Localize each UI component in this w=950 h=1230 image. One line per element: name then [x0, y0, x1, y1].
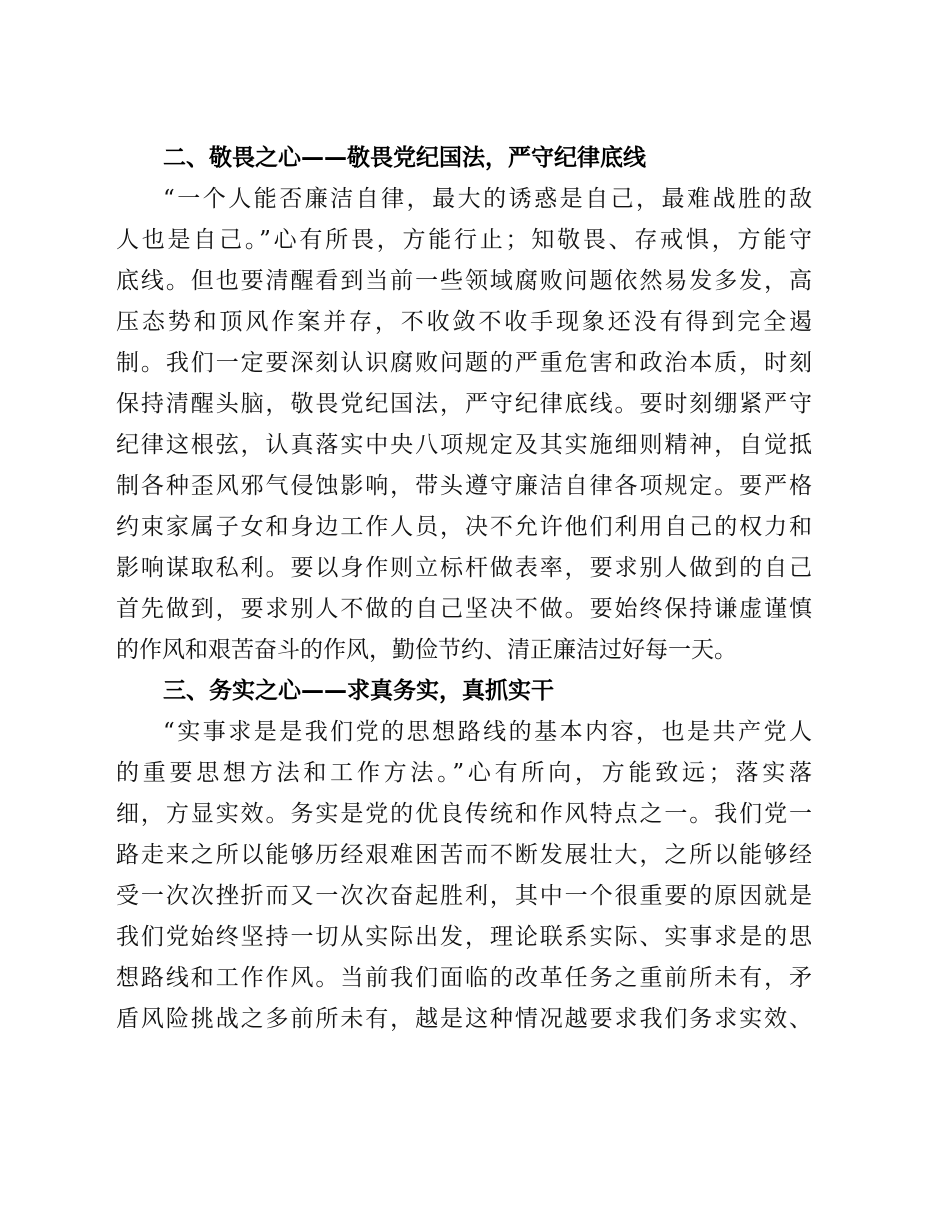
text-line: 路走来之所以能够历经艰难困苦而不断发展壮大，之所以能够经 — [116, 842, 812, 868]
text-line: “一个人能否廉洁自律，最大的诱惑是自己，最难战胜的敌 — [163, 186, 812, 212]
text-line: 想路线和工作作风。当前我们面临的改革任务之重前所未有，矛 — [116, 965, 812, 991]
text-line: 人也是自己。”心有所畏，方能行止；知敬畏、存戒惧，方能守 — [116, 227, 812, 253]
text-line: 保持清醒头脑，敬畏党纪国法，严守纪律底线。要时刻绷紧严守 — [116, 391, 812, 417]
text-line: 底线。但也要清醒看到当前一些领域腐败问题依然易发多发，高 — [116, 268, 812, 294]
text-line: “实事求是是我们党的思想路线的基本内容，也是共产党人 — [163, 719, 812, 745]
text-line: 制各种歪风邪气侵蚀影响，带头遵守廉洁自律各项规定。要严格 — [116, 473, 812, 499]
text-line: 约束家属子女和身边工作人员，决不允许他们利用自己的权力和 — [116, 514, 812, 540]
text-line: 首先做到，要求别人不做的自己坚决不做。要始终保持谦虚谨慎 — [116, 596, 812, 622]
text-line: 的重要思想方法和工作方法。”心有所向，方能致远；落实落 — [116, 760, 812, 786]
text-line: 我们党始终坚持一切从实际出发，理论联系实际、实事求是的思 — [116, 924, 812, 950]
section-heading-pragmatism: 三、务实之心——求真务实，真抓实干 — [163, 678, 554, 704]
section-heading-awe: 二、敬畏之心——敬畏党纪国法，严守纪律底线 — [163, 145, 646, 171]
paragraph-awe — [116, 179, 812, 671]
text-line: 压态势和顶风作案并存，不收敛不收手现象还没有得到完全遏 — [116, 309, 812, 335]
text-line: 的作风和艰苦奋斗的作风，勤俭节约、清正廉洁过好每一天。 — [116, 637, 737, 663]
text-line: 制。我们一定要深刻认识腐败问题的严重危害和政治本质，时刻 — [116, 350, 812, 376]
text-line: 盾风险挑战之多前所未有，越是这种情况越要求我们务求实效、 — [116, 1006, 812, 1032]
paragraph-pragmatism — [116, 712, 812, 1040]
document-page — [116, 138, 812, 1040]
text-line: 纪律这根弦，认真落实中央八项规定及其实施细则精神，自觉抵 — [116, 432, 812, 458]
text-line: 细，方显实效。务实是党的优良传统和作风特点之一。我们党一 — [116, 801, 812, 827]
text-line: 受一次次挫折而又一次次奋起胜利，其中一个很重要的原因就是 — [116, 883, 812, 909]
text-line: 影响谋取私利。要以身作则立标杆做表率，要求别人做到的自己 — [116, 555, 812, 581]
